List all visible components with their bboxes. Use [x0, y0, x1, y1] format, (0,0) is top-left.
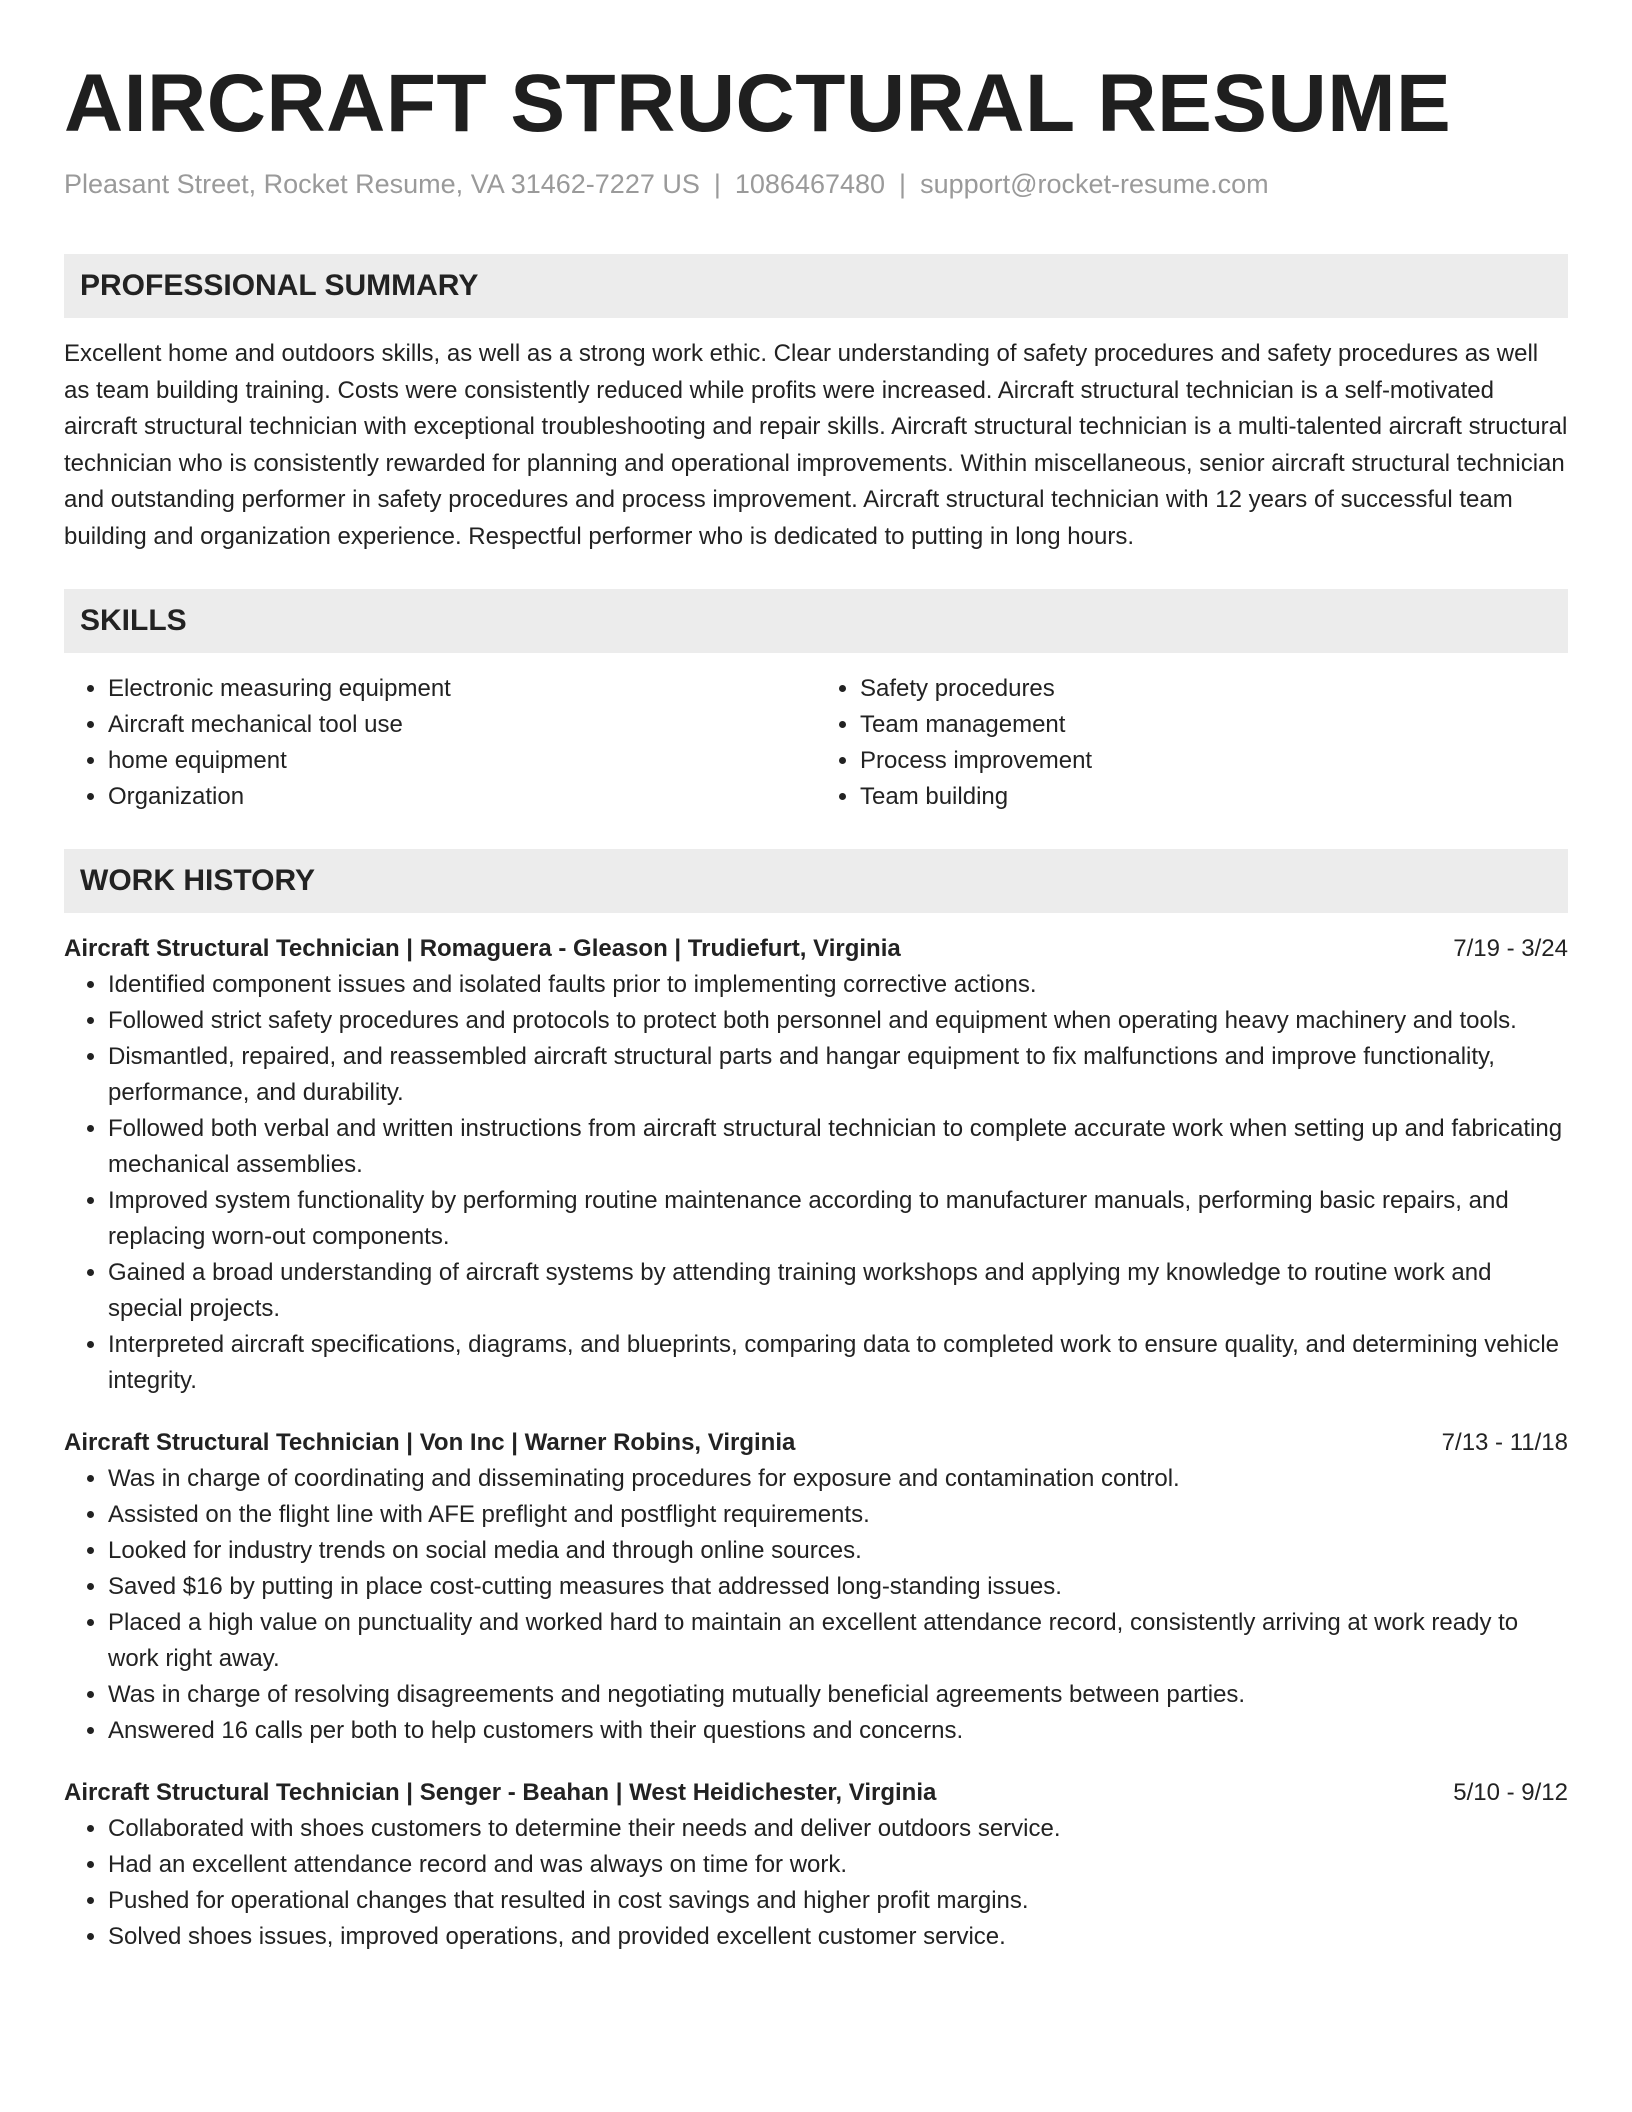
job-entry [64, 1425, 1568, 1749]
phone: 1086467480 [734, 169, 886, 199]
work-history-heading: WORK HISTORY [64, 849, 1568, 913]
skill-item: • Electronic measuring equipment [108, 671, 816, 707]
job-title: Aircraft Structural Technician | Von Inc | Warner Robins, Virginia [64, 1429, 796, 1456]
job-bullets [64, 967, 1568, 1399]
address: Pleasant Street, Rocket Resume, VA 31462-7227 US [64, 169, 700, 199]
list-item: • Gained a broad understanding of aircraft systems by attending training workshops and applying my knowledge to routine work and special projects. [108, 1255, 1568, 1327]
job-header [64, 1425, 1568, 1461]
skills-heading: SKILLS [64, 589, 1568, 653]
job-bullets [64, 1811, 1568, 1955]
job-entry [64, 1775, 1568, 1955]
skills-list [64, 671, 1568, 815]
job-bullets [64, 1461, 1568, 1749]
contact-line [64, 166, 1568, 202]
skill-item: • Organization [108, 779, 816, 815]
summary-text: Excellent home and outdoors skills, as well as a strong work ethic. Clear understanding of safety procedures and safety procedures as well as team building training. Costs were consistently reduced while profits were increased. Aircraft structural technician is a self-motivated aircraft structural technician with exceptional troubleshooting and repair skills. Aircraft structural technician is a multi-talented aircraft structural technician who is consistently rewarded for planning and operational improvements. Within miscellaneous, senior aircraft structural technician and outstanding performer in safety procedures and process improvement. Aircraft structural technician with 12 years of successful team building and organization experience. Respectful performer who is dedicated to putting in long hours. [64, 340, 1568, 550]
list-item: • Interpreted aircraft specifications, diagrams, and blueprints, comparing data to completed work to ensure quality, and determining vehicle integrity. [108, 1327, 1568, 1399]
list-item: • Identified component issues and isolated faults prior to implementing corrective actions. [108, 967, 1568, 1003]
skill-item: • Safety procedures [860, 671, 1568, 707]
skill-item: • Process improvement [860, 743, 1568, 779]
skills-column-left [64, 671, 816, 815]
list-item: • Followed strict safety procedures and protocols to protect both personnel and equipment when operating heavy machinery and tools. [108, 1003, 1568, 1039]
page-title: AIRCRAFT STRUCTURAL RESUME [64, 58, 1452, 149]
list-item: • Followed both verbal and written instructions from aircraft structural technician to complete accurate work when setting up and fabricating mechanical assemblies. [108, 1111, 1568, 1183]
summary-heading: PROFESSIONAL SUMMARY [64, 254, 1568, 318]
job-title: Aircraft Structural Technician | Romaguera - Gleason | Trudiefurt, Virginia [64, 935, 901, 962]
separator: | [899, 169, 907, 199]
skill-item: • Team building [860, 779, 1568, 815]
list-item: • Looked for industry trends on social media and through online sources. [108, 1533, 1568, 1569]
list-item: • Had an excellent attendance record and was always on time for work. [108, 1847, 1568, 1883]
skill-item: • Team management [860, 707, 1568, 743]
separator: | [713, 169, 721, 199]
list-item: • Placed a high value on punctuality and worked hard to maintain an excellent attendance record, consistently arriving at work ready to work right away. [108, 1605, 1568, 1677]
job-title: Aircraft Structural Technician | Senger - Beahan | West Heidichester, Virginia [64, 1779, 937, 1806]
list-item: • Pushed for operational changes that resulted in cost savings and higher profit margins. [108, 1883, 1568, 1919]
skill-item: • home equipment [108, 743, 816, 779]
skills-column-right [816, 671, 1568, 815]
skill-item: • Aircraft mechanical tool use [108, 707, 816, 743]
list-item: • Solved shoes issues, improved operations, and provided excellent customer service. [108, 1919, 1568, 1955]
list-item: • Dismantled, repaired, and reassembled aircraft structural parts and hangar equipment to fix malfunctions and improve functionality, performance, and durability. [108, 1039, 1568, 1111]
job-dates: 7/19 - 3/24 [1453, 935, 1568, 962]
job-dates: 7/13 - 11/18 [1441, 1429, 1568, 1456]
job-dates: 5/10 - 9/12 [1453, 1779, 1568, 1806]
job-header [64, 931, 1568, 967]
email-link[interactable]: support@rocket-resume.com [920, 169, 1269, 199]
list-item: • Collaborated with shoes customers to determine their needs and deliver outdoors service. [108, 1811, 1568, 1847]
list-item: • Answered 16 calls per both to help customers with their questions and concerns. [108, 1713, 1568, 1749]
list-item: • Improved system functionality by performing routine maintenance according to manufacturer manuals, performing basic repairs, and replacing worn-out components. [108, 1183, 1568, 1255]
list-item: • Was in charge of resolving disagreements and negotiating mutually beneficial agreements between parties. [108, 1677, 1568, 1713]
list-item: • Was in charge of coordinating and disseminating procedures for exposure and contamination control. [108, 1461, 1568, 1497]
job-header [64, 1775, 1568, 1811]
list-item: • Saved $16 by putting in place cost-cutting measures that addressed long-standing issues. [108, 1569, 1568, 1605]
list-item: • Assisted on the flight line with AFE preflight and postflight requirements. [108, 1497, 1568, 1533]
job-entry [64, 931, 1568, 1399]
